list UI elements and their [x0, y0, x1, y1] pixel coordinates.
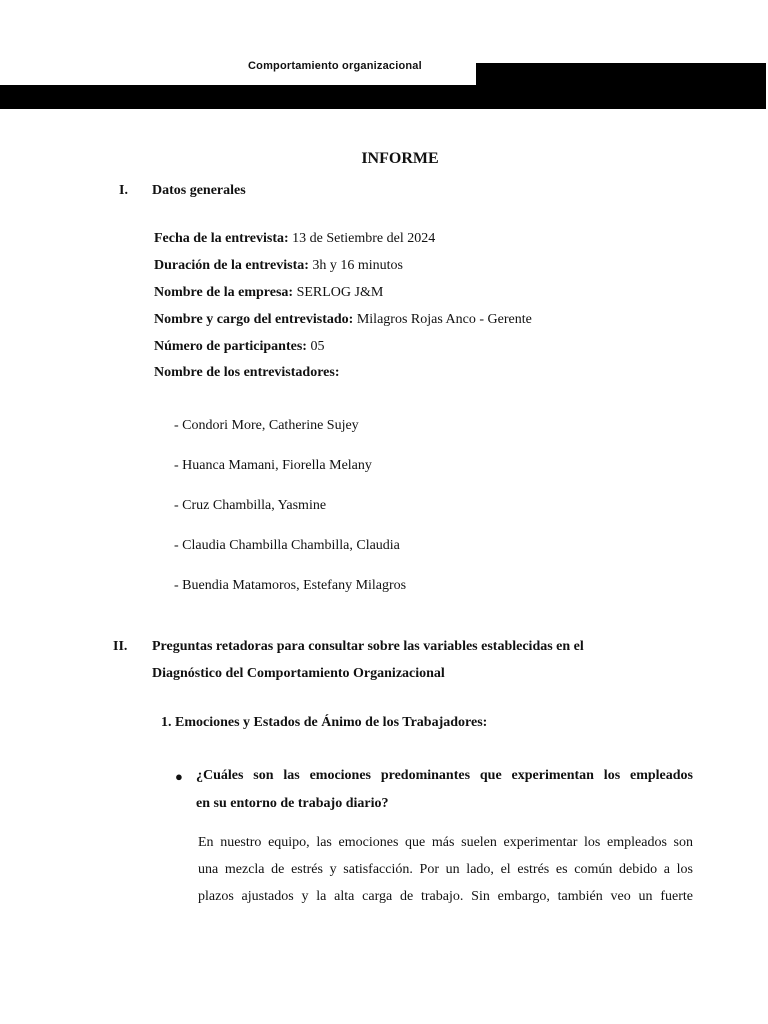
document-title: INFORME	[361, 150, 439, 167]
header-bar	[0, 85, 476, 109]
field-interview-duration	[154, 258, 403, 274]
answer-line2: una mezcla de estrés y satisfacción. Por un lado, el estrés es común debido a los	[198, 862, 693, 877]
question-line1: ¿Cuáles son las emociones predominantes que experimentan los empleados	[196, 768, 693, 783]
section1-heading: Datos generales	[152, 183, 246, 198]
field-value: 13 de Setiembre del 2024	[288, 231, 436, 246]
bullet-icon: ●	[175, 769, 183, 784]
field-interview-date	[154, 231, 435, 247]
interviewer-item: - Claudia Chambilla Chambilla, Claudia	[174, 538, 400, 553]
interviewer-item: - Buendia Matamoros, Estefany Milagros	[174, 578, 407, 593]
interviewer-item: - Cruz Chambilla, Yasmine	[174, 498, 327, 513]
interviewer-item: - Huanca Mamani, Fiorella Melany	[174, 458, 372, 473]
field-company-name	[154, 285, 383, 301]
field-value: 3h y 16 minutos	[308, 258, 404, 273]
field-label: Nombre de la empresa:	[154, 285, 294, 300]
subsection-heading: 1. Emociones y Estados de Ánimo de los Trabajadores:	[161, 715, 488, 730]
field-label: Fecha de la entrevista:	[154, 231, 289, 246]
section2-heading-line1: Preguntas retadoras para consultar sobre las variables establecidas en el	[152, 639, 584, 654]
field-value: SERLOG J&M	[293, 285, 384, 300]
answer-line1: En nuestro equipo, las emociones que más suelen experimentar los empleados son	[198, 835, 693, 850]
answer-line3: plazos ajustados y la alta carga de trabajo. Sin embargo, también veo un fuerte	[198, 889, 693, 904]
field-label: Duración de la entrevista:	[154, 258, 309, 273]
section1-number: I.	[119, 183, 128, 198]
field-label: Número de participantes:	[154, 339, 307, 354]
section2-heading-line2: Diagnóstico del Comportamiento Organizacional	[152, 666, 445, 681]
section2-number: II.	[113, 639, 128, 654]
field-participants	[154, 339, 324, 355]
field-interviewers	[154, 365, 339, 381]
field-value: 05	[306, 339, 325, 354]
field-interviewee	[154, 312, 532, 328]
interviewer-item: - Condori More, Catherine Sujey	[174, 418, 359, 433]
header-course-title: Comportamiento organizacional	[248, 60, 422, 72]
field-label: Nombre y cargo del entrevistado:	[154, 312, 354, 327]
question-line2: en su entorno de trabajo diario?	[196, 796, 389, 811]
field-value: Milagros Rojas Anco - Gerente	[353, 312, 532, 327]
field-label: Nombre de los entrevistadores:	[154, 365, 340, 380]
header-block	[476, 63, 766, 109]
